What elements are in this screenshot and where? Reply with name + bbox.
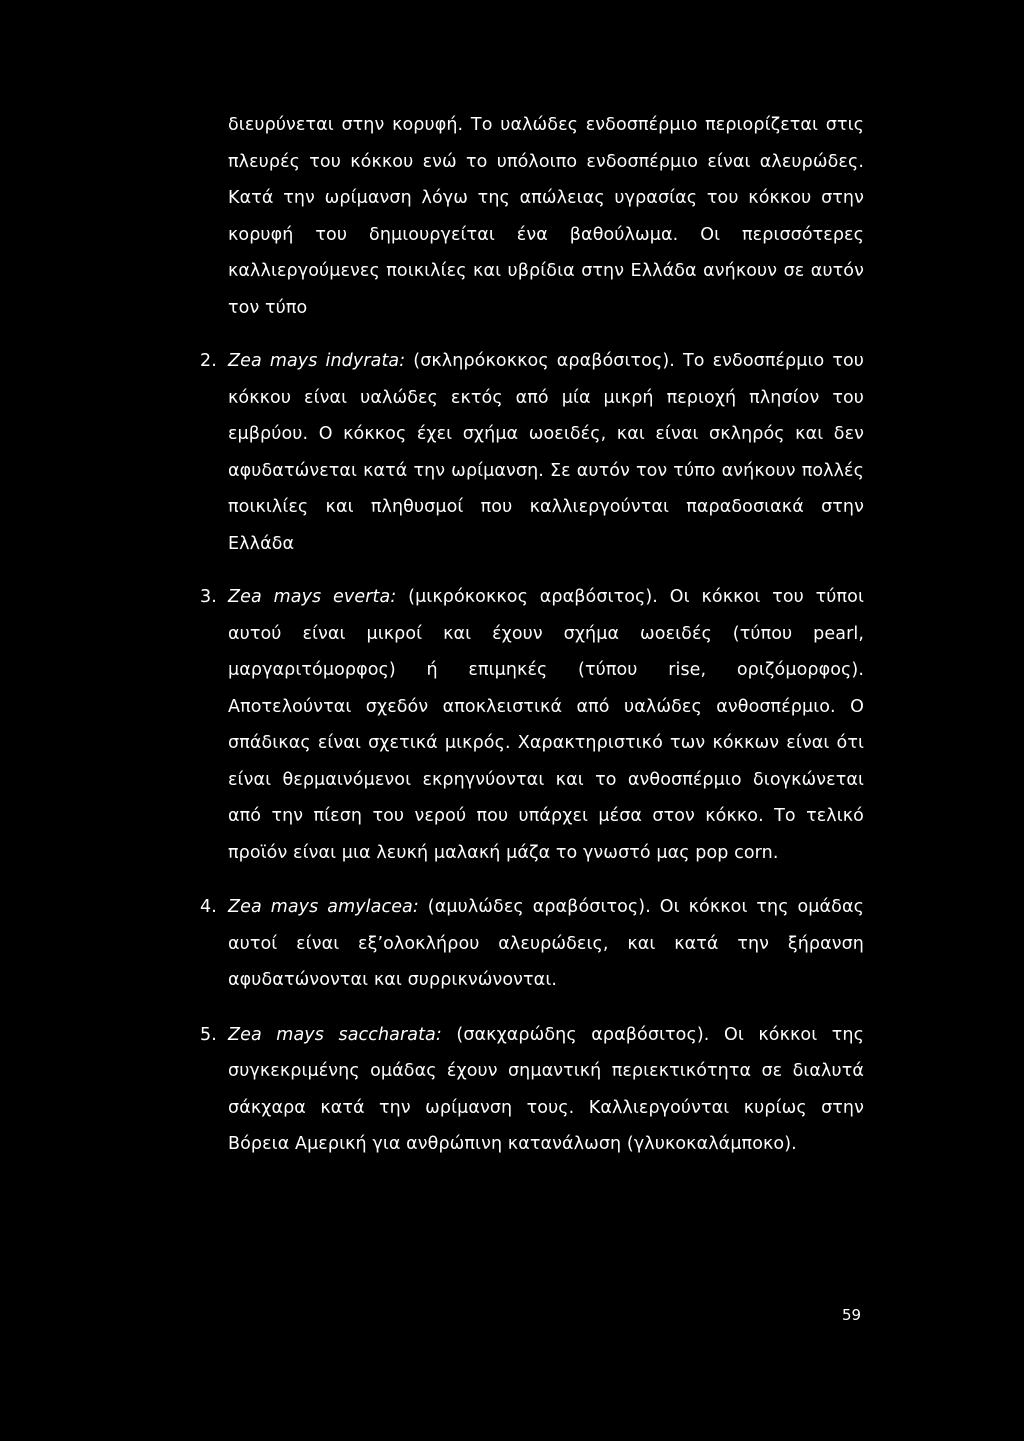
list-item [200,889,864,999]
item-text: (αμυλώδες αραβόσιτος). Οι κόκκοι της ομάδας αυτοί είναι εξ’ολοκλήρου αλευρώδεις, και κατά την ξήρανση αφυδατώνονται και συρρικνώνονται. [228,897,864,990]
item-text: (σκληρόκοκκος αραβόσιτος). Το ενδοσπέρμιο του κόκκου είναι υαλώδες εκτός από μία μικρή περιοχή πλησίον του εμβρύου. Ο κόκκος έχει σχήμα ωοειδές, και είναι σκληρός και δεν αφυδατώνεται κατά την ωρίμανση. Σε αυτόν τον τύπο ανήκουν πολλές ποικιλίες και πληθυσμοί που καλλιεργούνται παραδοσιακά στην Ελλάδα [228,351,864,554]
species-name: Zea mays saccharata: [228,1024,442,1045]
item-number: 2. [200,351,217,371]
item-text: (σακχαρώδης αραβόσιτος). Οι κόκκοι της συγκεκριμένης ομάδας έχουν σημαντική περιεκτικότητα σε διαλυτά σάκχαρα κατά την ωρίμανση τους. Καλλιεργούνται κυρίως στην Βόρεια Αμερική για ανθρώπινη κατανάλωση (γλυκοκαλάμποκο). [228,1024,864,1154]
page-number: 59 [842,1306,862,1324]
list-item [200,1017,864,1163]
species-name: Zea mays indyrata: [228,351,406,371]
species-name: Zea mays amylacea: [228,897,419,917]
item-number: 5. [200,1024,217,1045]
list-item [200,343,864,562]
item-number: 3. [200,587,217,607]
body-text [200,107,864,1163]
item-number: 4. [200,897,217,917]
item-text: (μικρόκοκκος αραβόσιτος). Οι κόκκοι του τύποι αυτού είναι μικροί και έχουν σχήμα ωοειδές (τύπου pearl, μαργαριτόμορφος) ή επιμηκές (τύπου rise, οριζόμορφος). Αποτελούνται σχεδόν αποκλειστικά από υαλώδες ανθοσπέρμιο. Ο σπάδικας είναι σχετικά μικρός. Χαρακτηριστικό των κόκκων είναι ότι είναι θερμαινόμενοι εκρηγνύονται και το ανθοσπέρμιο διογκώνεται από την πίεση του νερού που υπάρχει μέσα στον κόκκο. Το τελικό προϊόν είναι μια λευκή μαλακή μάζα το γνωστό μας pop corn. [228,587,864,863]
list-item [200,579,864,871]
intro-paragraph: διευρύνεται στην κορυφή. Το υαλώδες ενδοσπέρμιο περιορίζεται στις πλευρές του κόκκου ενώ το υπόλοιπο ενδοσπέρμιο είναι αλευρώδες. Κατά την ωρίμανση λόγω της απώλειας υγρασίας του κόκκου στην κορυφή του δημιουργείται ένα βαθούλωμα. Οι περισσότερες καλλιεργούμενες ποικιλίες και υβρίδια στην Ελλάδα ανήκουν σε αυτόν τον τύπο [228,115,864,318]
species-name: Zea mays everta: [228,587,397,607]
